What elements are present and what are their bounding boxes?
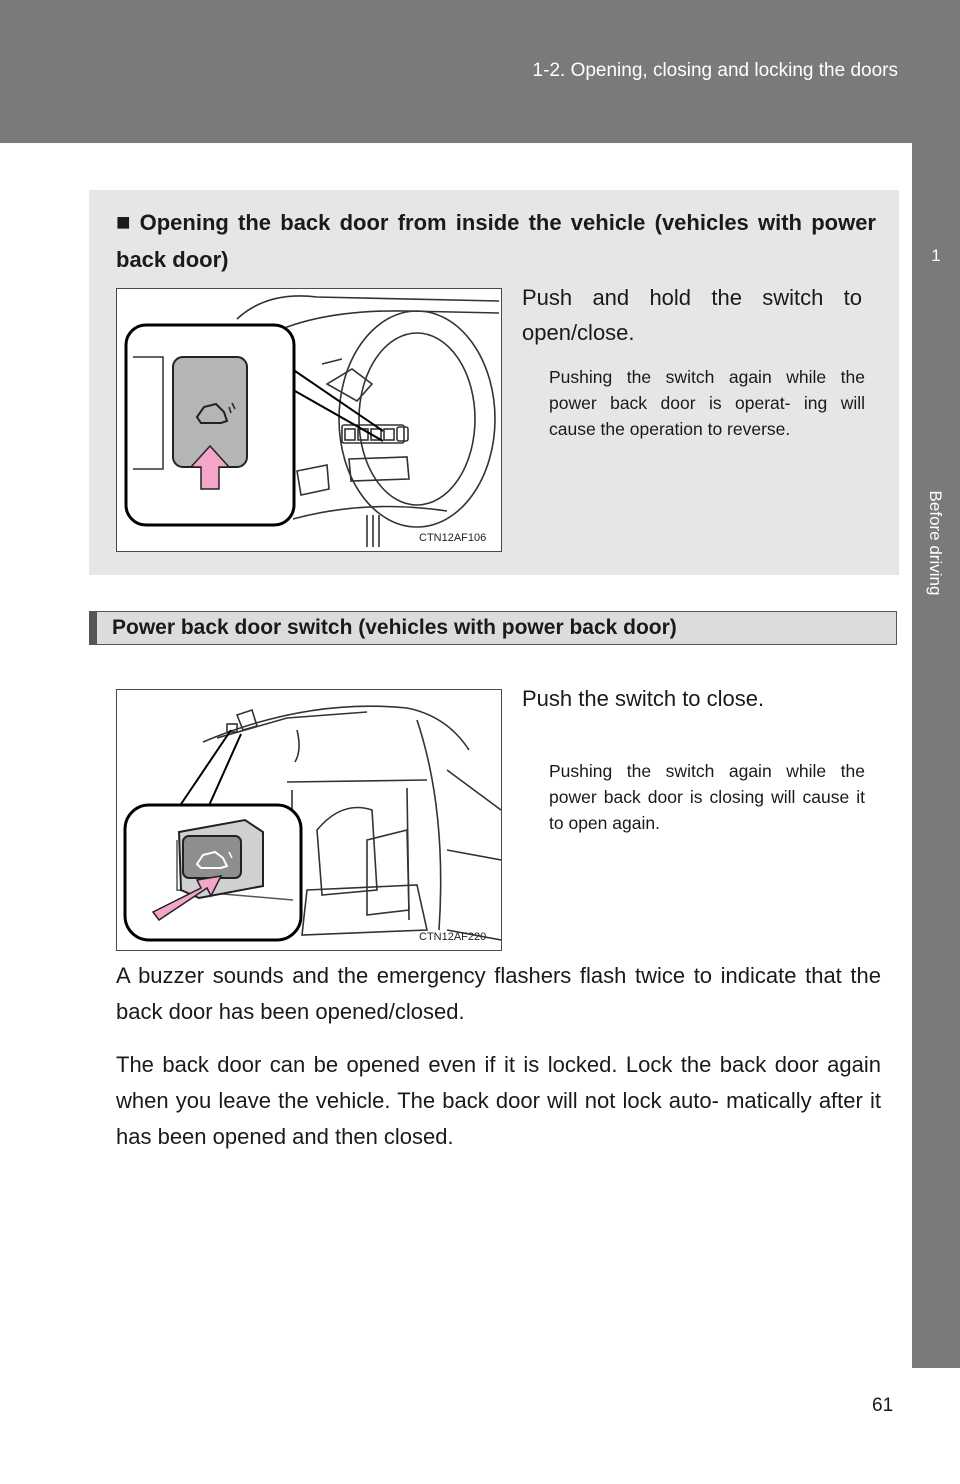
chapter-label: Before driving [926, 490, 945, 596]
body-paragraph-1: A buzzer sounds and the emergency flashers flash twice to indicate that the back door has been opened/closed. [116, 963, 881, 1024]
box-note: Pushing the switch again while the power back door is operat- ing will cause the operation to reverse. [549, 367, 865, 439]
section-heading [89, 611, 897, 645]
header-title: 1-2. Opening, closing and locking the doors [532, 60, 898, 81]
info-box-heading-text: Opening the back door from inside the vehicle (vehicles with power back door) [116, 210, 876, 272]
cargo-area-drawing [117, 690, 501, 950]
figure-code: CTN12AF220 [419, 931, 487, 943]
body-paragraph-2: The back door can be opened even if it is locked. Lock the back door again when you leave the vehicle. The back door will not lock auto- matically after it has been opened and then closed. [116, 1052, 881, 1149]
figure-code: CTN12AF106 [419, 532, 487, 544]
dashboard-drawing [117, 289, 501, 551]
square-bullet-icon: ■ [116, 209, 134, 236]
box-instruction: Push and hold the switch to open/close. [522, 285, 862, 345]
section-heading-text: Power back door switch (vehicles with power back door) [112, 616, 677, 639]
section-note: Pushing the switch again while the power back door is closing will cause it to open again. [549, 761, 865, 833]
chapter-side-tab [912, 143, 960, 1368]
chapter-number: 1 [931, 246, 941, 265]
info-box-heading [116, 204, 876, 278]
section-heading-bar [90, 612, 97, 644]
section-instruction: Push the switch to close. [522, 686, 765, 711]
back-door-switch-illustration [116, 689, 502, 951]
page-header [0, 0, 960, 143]
dashboard-switch-illustration [116, 288, 502, 552]
page-number: 61 [872, 1395, 894, 1416]
